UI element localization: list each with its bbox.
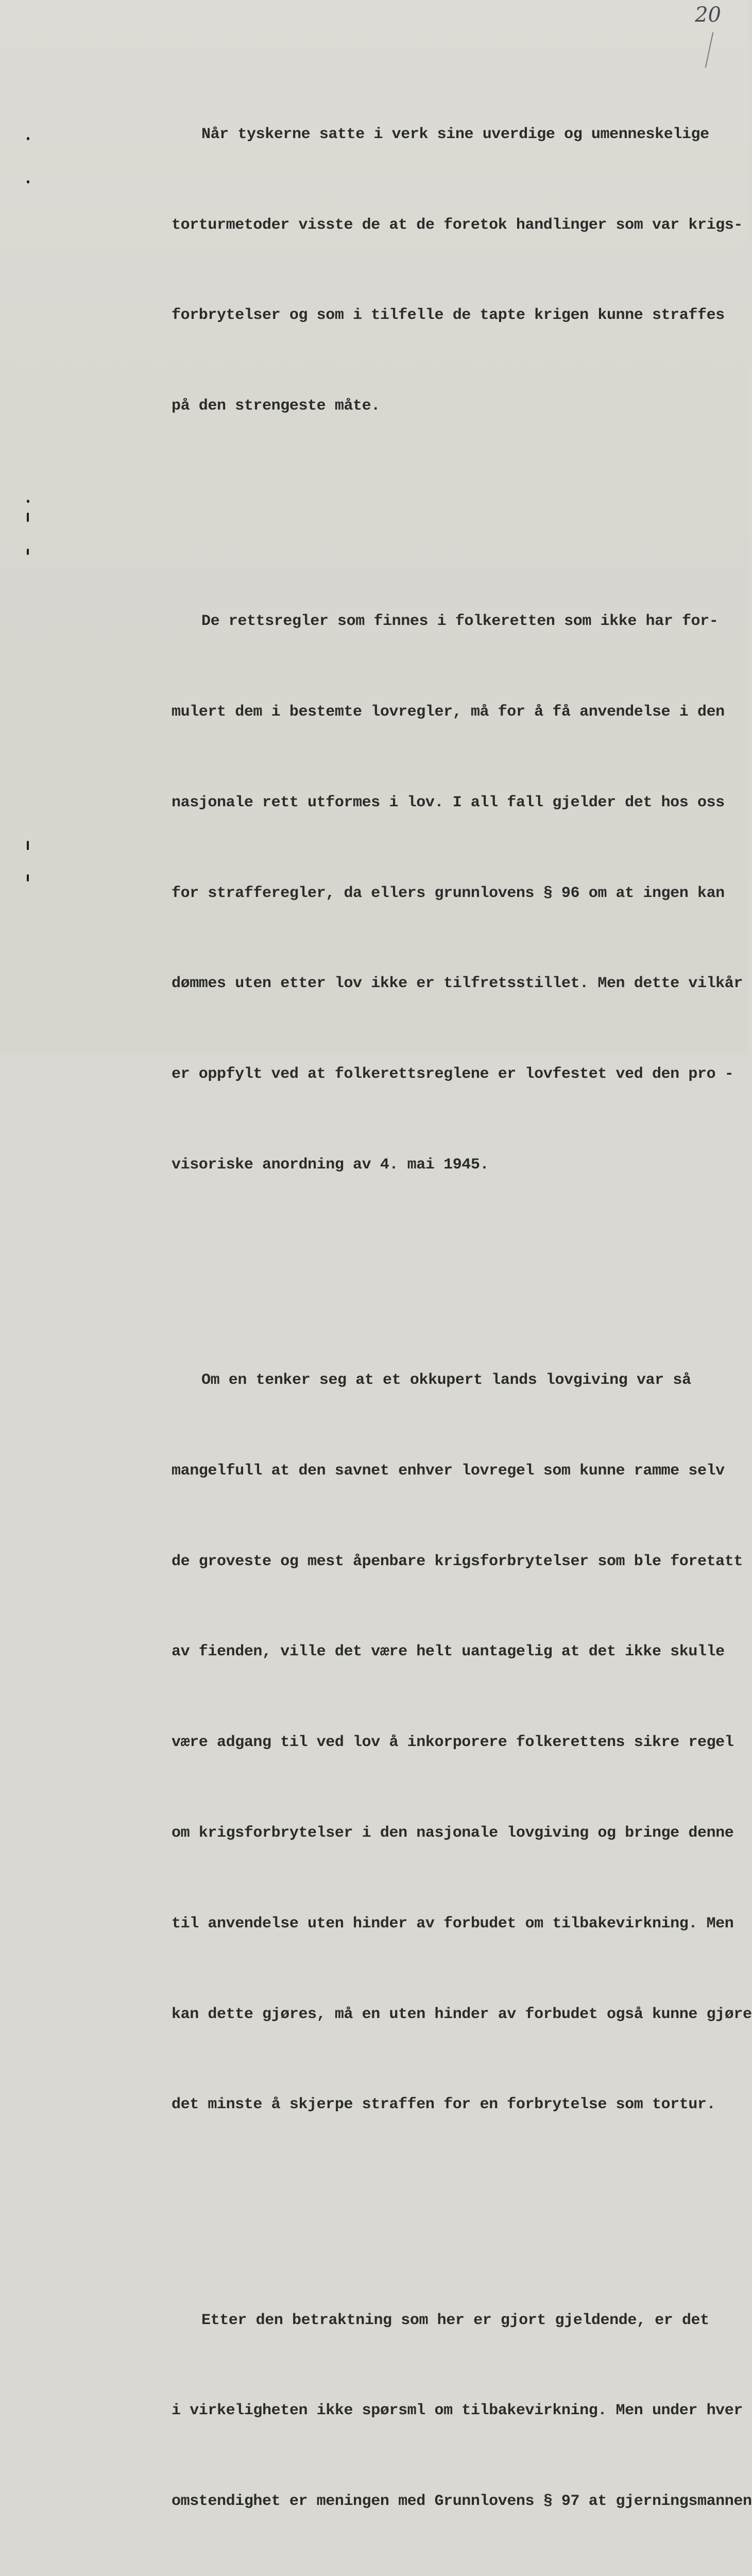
text-line: det minste å skjerpe straffen for en forbrytelse som tortur. (172, 2096, 716, 2114)
text-line: Når tyskerne satte i verk sine uverdige og umenneskelige (201, 125, 709, 143)
text-line: De rettsregler som finnes i folkeretten som ikke har for- (201, 613, 719, 631)
margin-dot (27, 137, 29, 140)
text-line: kan dette gjøres, må en uten hinder av forbudet også kunne gjøre (172, 2005, 752, 2023)
text-line: i virkeligheten ikke spørsml om tilbakevirkning. Men under hver (172, 2402, 743, 2420)
text-line: mangelfull at den savnet enhver lovregel som kunne ramme selv (172, 1462, 725, 1480)
text-line: til anvendelse uten hinder av forbudet om tilbakevirkning. Men (172, 1914, 734, 1933)
page-number: 20 (695, 3, 721, 27)
text-line: omstendighet er meningen med Grunnlovens § 97 at gjerningsmannen (172, 2493, 752, 2511)
margin-tick (27, 874, 29, 882)
typewritten-body (172, 29, 752, 2576)
margin-dot (27, 500, 29, 503)
text-line: om krigsforbrytelser i den nasjonale lovgiving og bringe denne (172, 1824, 734, 1842)
text-line: torturmetoder visste de at de foretok handlinger som var krigs- (172, 216, 743, 234)
text-line: nasjonale rett utformes i lov. I all fall gjelder det hos oss (172, 793, 725, 811)
text-line: forbrytelser og som i tilfelle de tapte krigen kunne straffes (172, 307, 725, 325)
text-line: mulert dem i bestemte lovregler, må for å få anvendelse i den (172, 703, 725, 721)
text-line: dømmes uten etter lov ikke er tilfretsstillet. Men dette vilkår (172, 975, 743, 993)
text-line: være adgang til ved lov å inkorporere folkerettens sikre regel (172, 1734, 734, 1752)
text-line: visoriske anordning av 4. mai 1945. (172, 1156, 489, 1174)
text-line: de groveste og mest åpenbare krigsforbrytelser som ble foretatt (172, 1552, 743, 1570)
margin-tick (27, 841, 29, 850)
text-line: på den strengeste måte. (172, 397, 380, 415)
text-line: er oppfylt ved at folkerettsreglene er lovfestet ved den pro - (172, 1065, 734, 1083)
text-line: av fienden, ville det være helt uantagelig at det ikke skulle (172, 1643, 725, 1661)
margin-dot (27, 180, 29, 183)
text-line: Etter den betraktning som her er gjort gjeldende, er det (201, 2311, 709, 2329)
margin-tick (27, 549, 29, 555)
text-line: for strafferegler, da ellers grunnlovens § 96 om at ingen kan (172, 884, 725, 902)
text-line: Om en tenker seg at et okkupert lands lovgiving var så (201, 1371, 691, 1389)
margin-tick (27, 513, 29, 522)
